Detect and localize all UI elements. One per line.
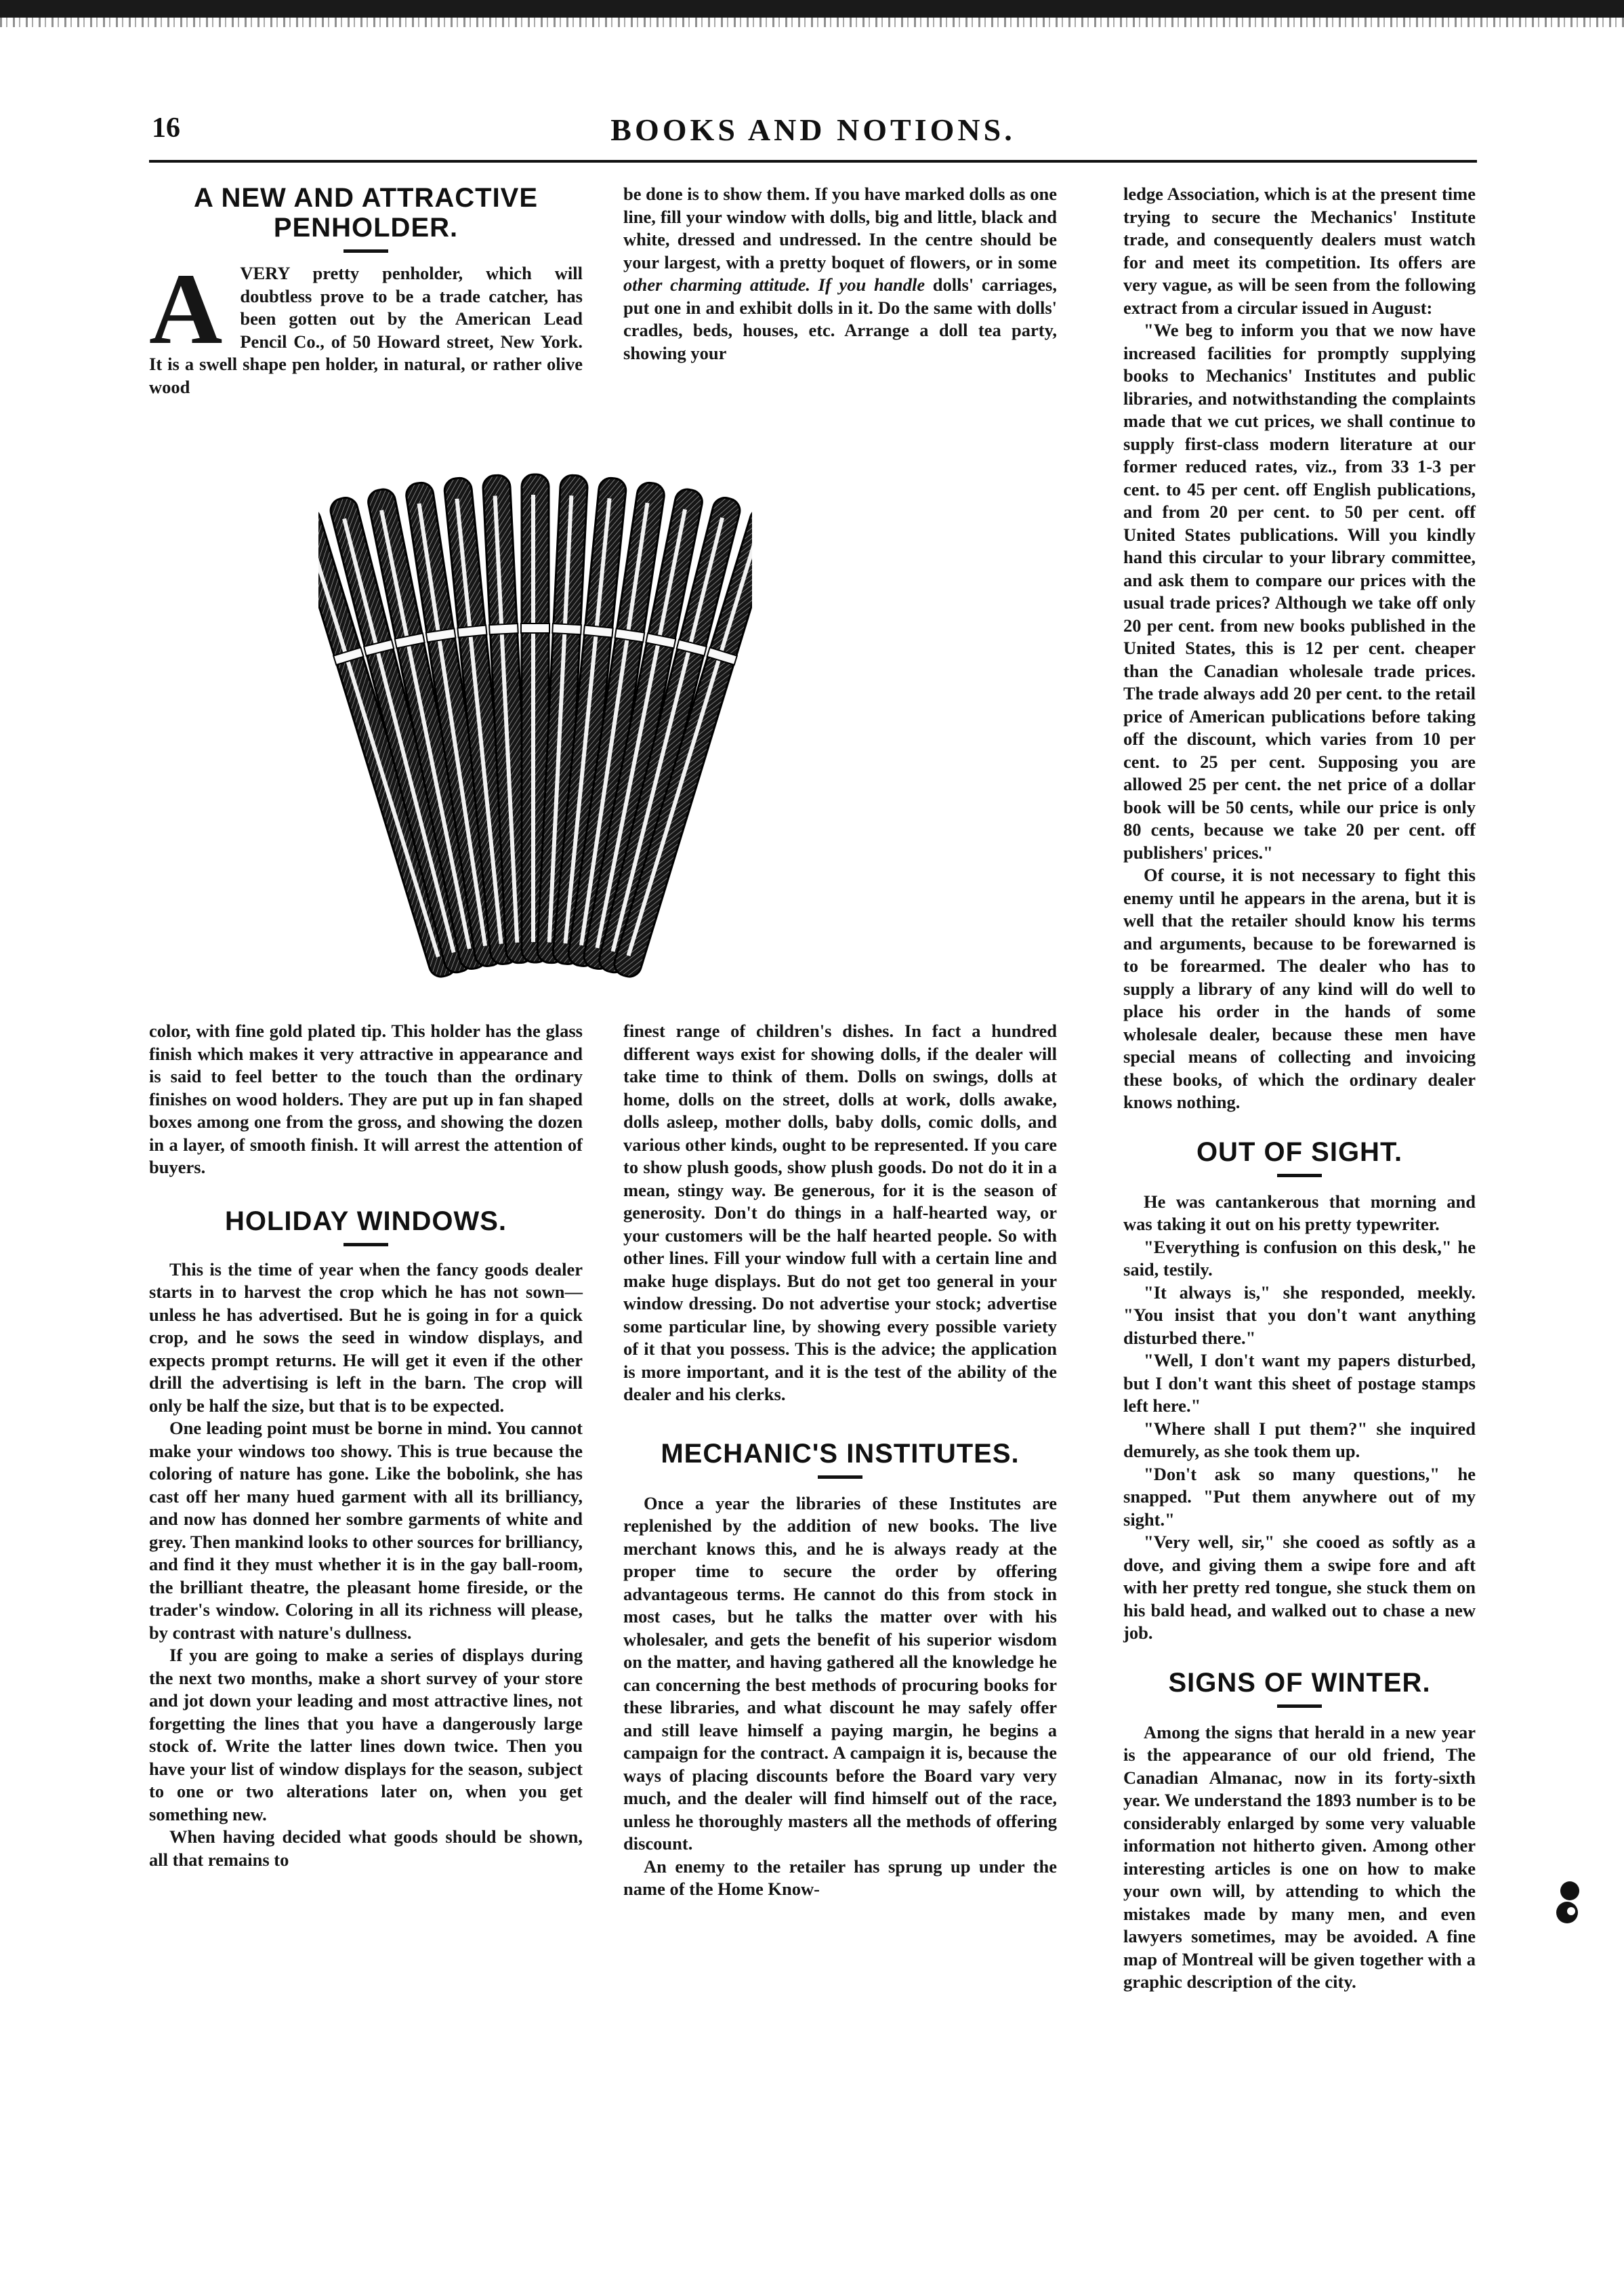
penholder-text-1: VERY pretty penholder, which will doubtless prove to be a trade catcher, has been gotten out by the American Lead Pencil Co., of 50 Howard street, New York. It is a swell shape pen holder, in natural, or rather olive wood [149,263,583,397]
penholder-fan-illustration [318,468,752,983]
holiday-cont-italic: other charming attitude. If you handle [623,274,925,295]
out-of-sight-title: OUT OF SIGHT. [1196,1137,1403,1167]
scan-top-band [0,0,1624,18]
column-1-bottom [149,1020,583,1871]
column-3 [1123,183,1476,1994]
mechanics-quote: "We beg to inform you that we now have increased facilities for promptly supplying books to Mechanics' Institutes and public libraries, and notwithstanding the complaints made that we cut prices, we shall continue to supply first-class modern literature at our former reduced rates, viz., from 33 1-3 per cent. to 45 per cent. off English publications, and from 20 per cent. to 50 per cent. off United States publications. Will you kindly hand this circular to your library committee, and ask them to compare our prices with the usual trade prices? Although we take off only 20 per cent. from new books published in the United States, this is 12 per cent. cheaper than the Canadian wholesale trade prices. The trade always add 20 per cent. to the retail price of American publications before taking off the discount, which varies from 10 per cent. to 25 per cent. Supposing you are allowed 25 per cent. the net price of a dollar book will be 50 cents, while our price is only 80 cents, because we take 20 per cent. off publishers' prices." [1123,320,1476,863]
out-of-sight-para-3: "It always is," she responded, meekly. "You insist that you don't want anything disturbed there." [1123,1282,1476,1348]
holiday-windows-title: HOLIDAY WINDOWS. [224,1206,507,1236]
holiday-cont-1 [623,183,1057,365]
penholder-text-2: color, with fine gold plated tip. This holder has the glass finish which makes it very attractive in appearance and is said to feel better to the touch than the ordinary finishes on wood holders. They are put up in fan shaped boxes among one from the gross, and showing the dozen in a layer, of smooth finish. It will arrest the attention of buyers. [149,1021,583,1177]
holiday-cont-tail: dolls' carriages, put one in and exhibit dolls in it. Do the same with dolls' cradles, beds, houses, etc. Arrange a doll tea party, showing your [623,274,1057,363]
out-of-sight-para-1: He was cantankerous that morning and was taking it out on his pretty typewriter. [1123,1191,1476,1234]
signs-of-winter-para: Among the signs that herald in a new year is the appearance of our old friend, The Canadian Almanac, now in its forty-sixth year. We understand the 1893 number is to be considerably enlarged by some very valuable information not hitherto given. Among other interesting articles is one on how to make your own will, by attending to which the mistakes made by many men, and even lawyers sometimes, may be avoided. A fine map of Montreal will be given together with a graphic description of the city. [1123,1721,1476,1992]
holiday-para-2: One leading point must be borne in mind. You cannot make your windows too showy. This is true because the coloring of nature has gone. Like the bobolink, she has cast off her many hued garment with all its brilliancy, and now has donned her sombre garments of white and grey. Then mankind looks to other sources for brilliancy, and find it they must whether it is in the gay ball-room, the brilliant theatre, the pleasant home fireside, or the trader's window. Coloring in all its richness will please, by contrast with nature's dullness. [149,1418,583,1643]
out-of-sight-para-7: "Very well, sir," she cooed as softly as a dove, and giving them a swipe fore and aft with her pretty red tongue, she stuck them on his bald head, and walked out to chase a new job. [1123,1532,1476,1643]
column-2-top [623,183,1057,365]
mechanics-para-2: An enemy to the retailer has sprung up under the name of the Home Know- [623,1856,1057,1899]
penholder-intro [149,253,583,398]
header-rule [149,160,1477,163]
title-dash [343,1243,388,1246]
title-dash [343,249,388,253]
holiday-cont-text: be done is to show them. If you have marked dolls as one line, fill your window with dolls, big and little, black and white, dressed and undressed. In the centre should be your largest, with a pretty boquet of flowers, or in some [623,184,1057,272]
page-header [149,112,1477,152]
mechanics-cont: ledge Association, which is at the present time trying to secure the Mechanics' Institute trade, and consequently dealers must watch for and meet its competition. Its offers are very vague, as will be seen from the following extract from a circular issued in August: [1123,184,1476,318]
out-of-sight-para-2: "Everything is confusion on this desk," he said, testily. [1123,1236,1476,1280]
mechanics-end: Of course, it is not necessary to fight this enemy until he appears in the arena, but it is well that the retailer should know his terms and arguments, because to be forewarned is to be forearmed. The dealer who has to supply a library of any kind will do well to place his order in the hands of some wholesale dealer, because these men have special means of collecting and invoicing these books, of which the ordinary dealer knows nothing. [1123,865,1476,1112]
running-title: BOOKS AND NOTIONS. [610,113,1016,147]
out-of-sight-para-5: "Where shall I put them?" she inquired demurely, as she took them up. [1123,1418,1476,1461]
holiday-para-1: This is the time of year when the fancy goods dealer starts in to harvest the crop which he has not sown—unless he has advertised. But he is going in for a quick crop, and he sows the seed in window displays, and expects prompt returns. He will get it even if the other drill the advertising is left in the barn. The crop will only be half the size, but that is to be expected. [149,1259,583,1416]
mechanics-para-1: Once a year the libraries of these Institutes are replenished by the addition of new books. The live merchant knows this, and he is always ready at the proper time to secure the order by offering advantageous terms. He cannot do this from stock in most cases, but he talks the matter over with his wholesaler, and gets the benefit of his superior wisdom on the matter, and having gathered all the knowledge he can concerning the best methods of procuring books for these libraries, and what discount he may safely offer and still leave himself a paying margin, he begins a campaign for the contract. A campaign it is, because the ways of placing discounts before the Board vary very much, and the dealer will find himself out of the race, unless he thoroughly masters all the methods of offering discount. [623,1492,1057,1854]
page-number: 16 [152,113,180,144]
title-dash [818,1475,862,1479]
holiday-para-3: If you are going to make a series of displays during the next two months, make a short survey of your store and jot down your leading and most attractive lines, not forgetting the lines that you have a dangerously large stock of. Write the latter lines down twice. Then you have your list of window displays for the season, subject to one or two alterations later on, when you get something new. [149,1645,583,1824]
out-of-sight-para-4: "Well, I don't want my papers disturbed, but I don't want this sheet of postage stamps left here." [1123,1350,1476,1416]
title-dash [1277,1174,1322,1177]
signs-of-winter-title: SIGNS OF WINTER. [1168,1667,1431,1698]
mechanics-institutes-title: MECHANIC'S INSTITUTES. [661,1438,1020,1469]
out-of-sight-para-6: "Don't ask so many questions," he snapped. "Put them anywhere out of my sight." [1123,1463,1476,1530]
drop-cap: A [149,253,223,365]
ink-blot-mark [1555,1877,1582,1930]
column-2-bottom [623,1020,1057,1901]
penholder-title: A NEW AND ATTRACTIVE PENHOLDER. [193,183,539,243]
title-dash [1277,1704,1322,1708]
holiday-cont-2: finest range of children's dishes. In fact a hundred different ways exist for showing dolls, if the dealer will take time to think of them. Dolls on swings, dolls at home, dolls on the street, dolls at work, dolls awake, dolls asleep, mother dolls, baby dolls, comic dolls, and various other kinds, ought to be represented. If you care to show plush goods, show plush goods. Do not do it in a mean, stingy way. Be generous, for it is the season of generosity. Don't do things in a half-hearted way, or your customers will be the half hearted people. So with other lines. Fill your window full with a certain line and make huge displays. But do not get too general in your window dressing. Do not advertise your stock; advertise some particular line, by showing every possible variety of it that you possess. This is the advice; the application is more important, and it is the test of the ability of the dealer and his clerks. [623,1021,1057,1404]
scan-noise-strip [0,18,1624,27]
holiday-para-4: When having decided what goods should be shown, all that remains to [149,1826,583,1870]
column-1-top [149,183,583,398]
